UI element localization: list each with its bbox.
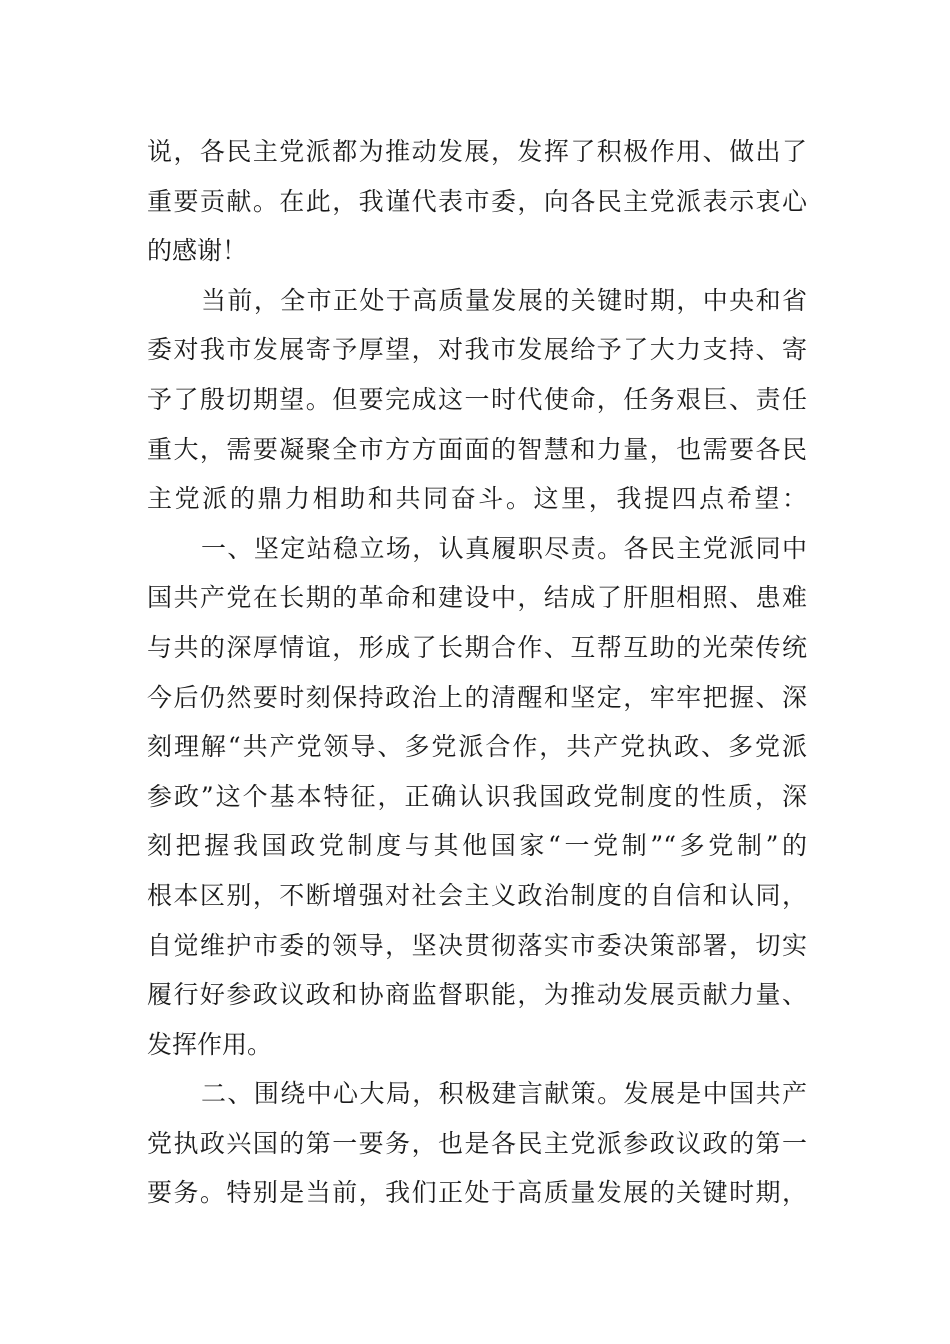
text-line: 一、坚定站稳立场，认真履职尽责。各民主党派同中 (201, 533, 807, 563)
text-line: 说，各民主党派都为推动发展，发挥了积极作用、做出了 (147, 137, 807, 166)
text-line: 二、围绕中心大局，积极建言献策。发展是中国共产 (201, 1079, 807, 1109)
text-line: 发挥作用。 (147, 1029, 273, 1059)
text-line: 予了殷切期望。但要完成这一时代使命，任务艰巨、责任 (147, 384, 807, 414)
text-line: 刻把握我国政党制度与其他国家“一党制”“多党制”的 (147, 831, 807, 861)
text-line: 刻理解“共产党领导、多党派合作，共产党执政、多党派 (147, 732, 807, 762)
text-line: 自觉维护市委的领导，坚决贯彻落实市委决策部署，切实 (147, 930, 807, 960)
text-line: 当前，全市正处于高质量发展的关键时期，中央和省 (201, 285, 807, 315)
text-line: 要务。特别是当前，我们正处于高质量发展的关键时期， (147, 1178, 807, 1208)
text-line: 根本区别，不断增强对社会主义政治制度的自信和认同， (147, 880, 807, 910)
text-line: 重要贡献。在此，我谨代表市委，向各民主党派表示衷心 (147, 186, 807, 216)
text-line: 的感谢！ (147, 236, 248, 266)
text-line: 主党派的鼎力相助和共同奋斗。这里，我提四点希望： (147, 484, 807, 514)
text-line: 与共的深厚情谊，形成了长期合作、互帮互助的光荣传统 (147, 632, 807, 662)
text-line: 今后仍然要时刻保持政治上的清醒和坚定，牢牢把握、深 (147, 682, 807, 712)
body-text (147, 127, 807, 1218)
text-line: 委对我市发展寄予厚望，对我市发展给予了大力支持、寄 (147, 335, 807, 365)
text-line: 重大，需要凝聚全市方方面面的智慧和力量，也需要各民 (147, 434, 807, 464)
text-line: 参政”这个基本特征，正确认识我国政党制度的性质，深 (147, 781, 807, 811)
text-line: 国共产党在长期的革命和建设中，结成了肝胆相照、患难 (147, 583, 807, 613)
text-line: 党执政兴国的第一要务，也是各民主党派参政议政的第一 (147, 1128, 807, 1158)
text-line: 履行好参政议政和协商监督职能，为推动发展贡献力量、 (147, 980, 807, 1010)
